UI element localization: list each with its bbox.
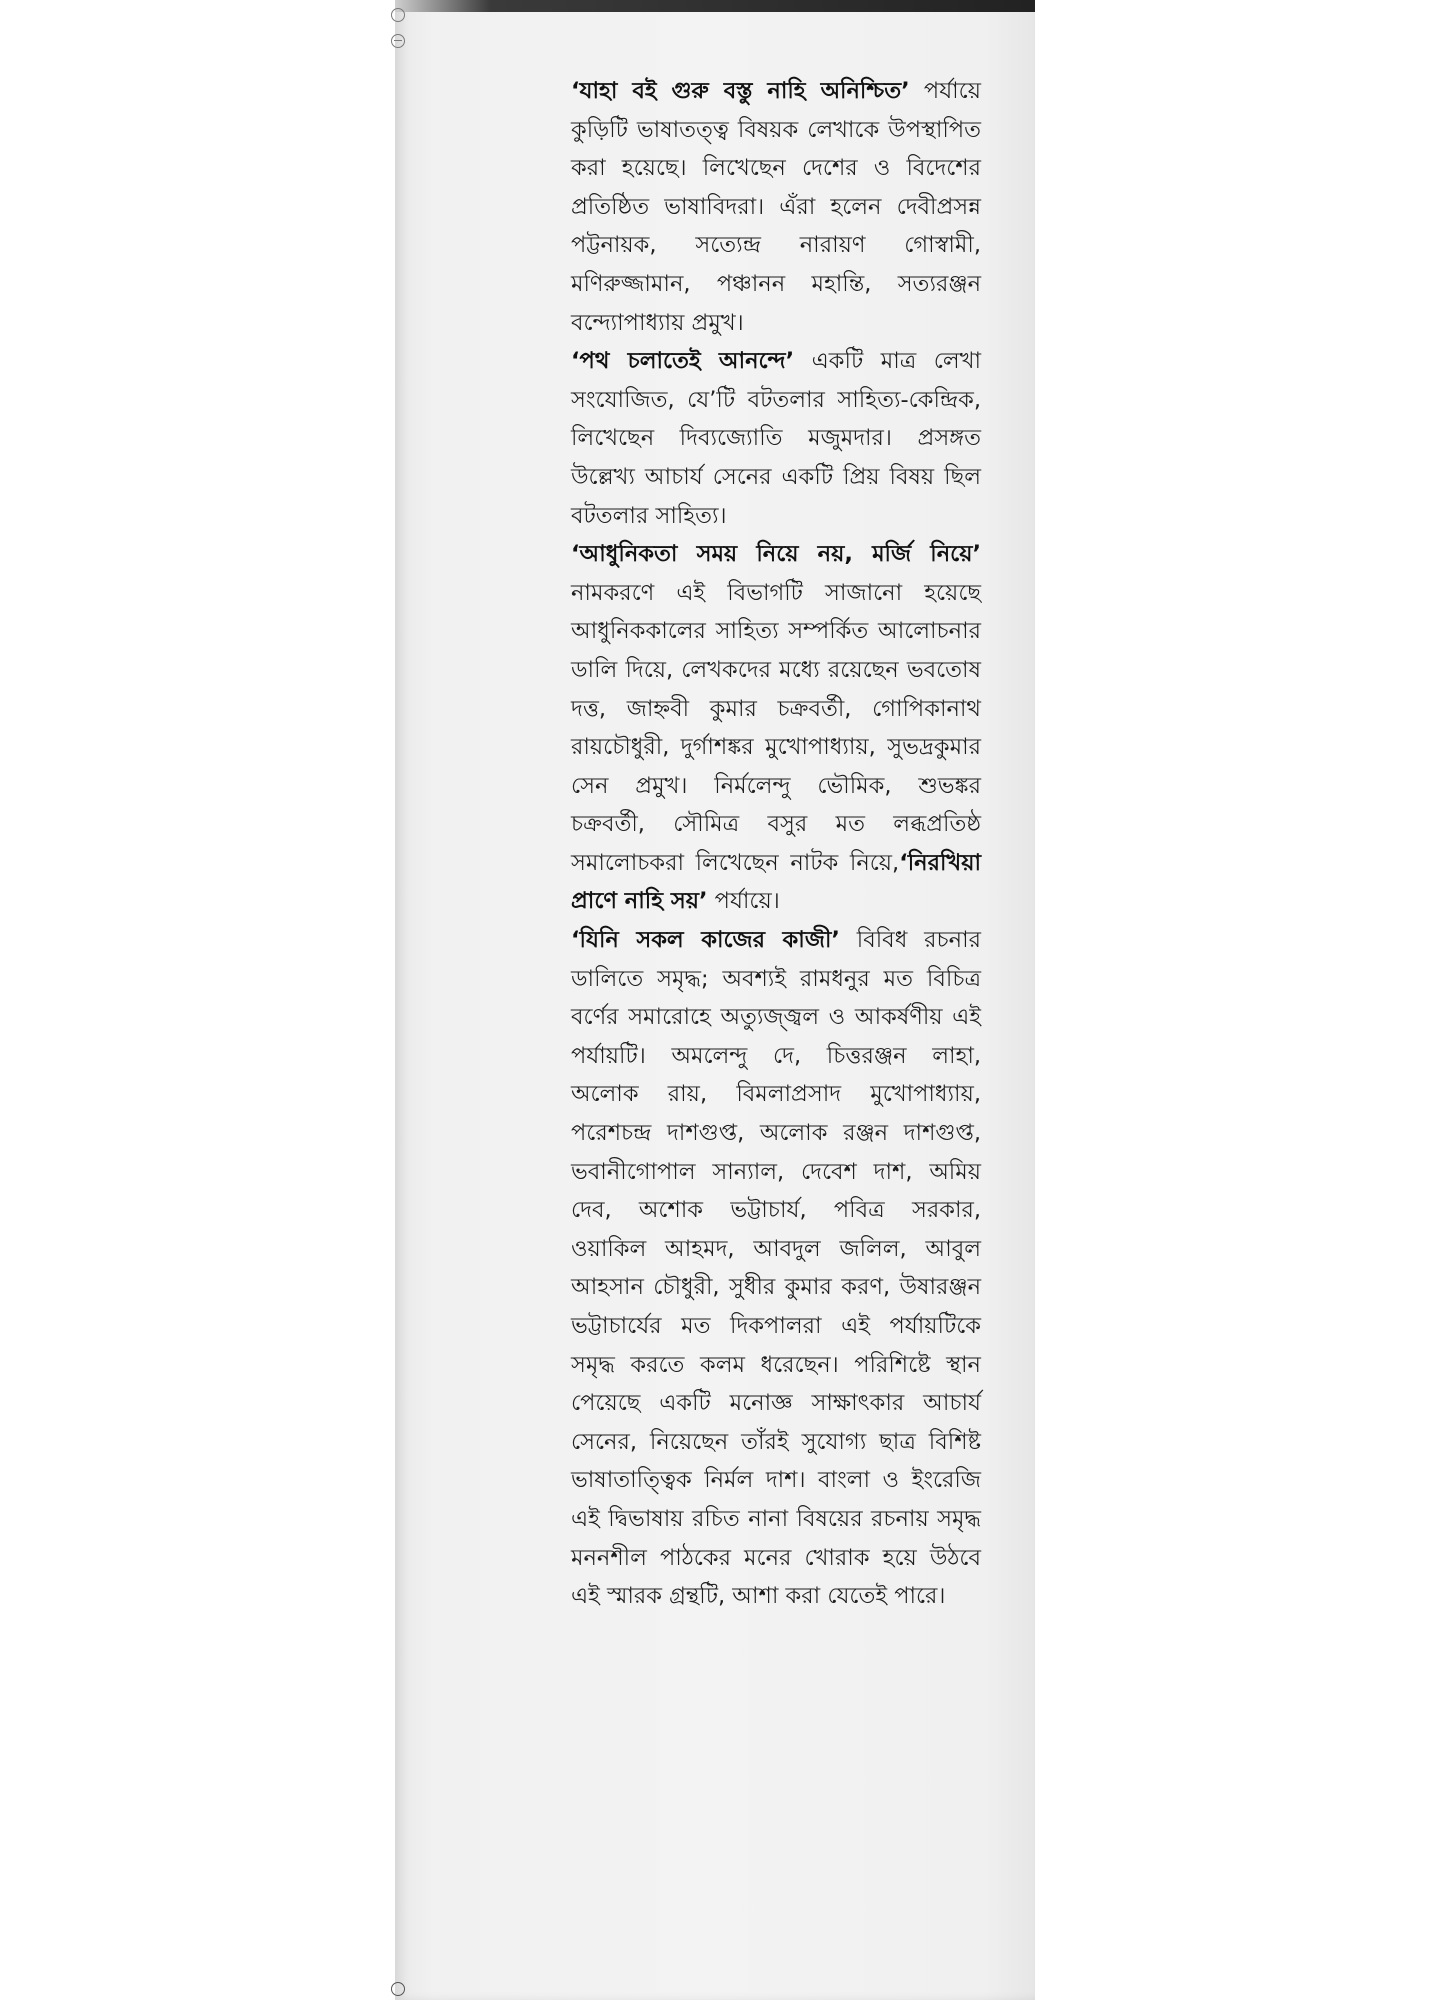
binding-hole-mark (391, 1982, 405, 1996)
binding-hole-mark (391, 34, 405, 48)
paragraph-linguistics (571, 72, 981, 342)
paragraph-body: একটি মাত্র লেখা সংযোজিত, যে’টি বটতলার সাহিত্য-কেন্দ্রিক, লিখেছেন দিব্যজ্যোতি মজুমদার। প্রসঙ্গত উল্লেখ্য আচার্য সেনের একটি প্রিয় বিষয় ছিল বটতলার সাহিত্য। (571, 348, 981, 529)
paragraph-modernity (571, 535, 981, 921)
paragraph-battala (571, 342, 981, 535)
scanned-page (395, 0, 1035, 2000)
section-heading: ‘আধুনিকতা সময় নিয়ে নয়, মর্জি নিয়ে’ (571, 541, 981, 568)
section-heading: ‘পথ চলাতেই আনন্দে’ (571, 348, 795, 375)
paragraph-miscellany (571, 921, 981, 1616)
paragraph-body: পর্যায়ে। (707, 888, 780, 915)
paragraph-body: নামকরণে এই বিভাগটি সাজানো হয়েছে আধুনিককালের সাহিত্য সম্পর্কিত আলোচনার ডালি দিয়ে, লেখকদের মধ্যে রয়েছেন ভবতোষ দত্ত, জাহ্নবী কুমার চক্রবর্তী, গোপিকানাথ রায়চৌধুরী, দুর্গাশঙ্কর মুখোপাধ্যায়, সুভদ্রকুমার সেন প্রমুখ। নির্মলেন্দু ভৌমিক, শুভঙ্কর চক্রবর্তী, সৌমিত্র বসুর মত লব্ধপ্রতিষ্ঠ সমালোচকরা লিখেছেন নাটক নিয়ে, (571, 579, 981, 876)
binding-hole-mark (391, 8, 405, 22)
paragraph-body: পর্যায়ে কুড়িটি ভাষাতত্ত্ব বিষয়ক লেখাকে উপস্থাপিত করা হয়েছে। লিখেছেন দেশের ও বিদেশের প্রতিষ্ঠিত ভাষাবিদরা। এঁরা হলেন দেবীপ্রসন্ন পট্টনায়ক, সত্যেন্দ্র নারায়ণ গোস্বামী, মণিরুজ্জামান, পঞ্চানন মহান্তি, সত্যরঞ্জন বন্দ্যোপাধ্যায় প্রমুখ। (571, 78, 981, 336)
top-edge-shadow (395, 0, 1035, 12)
paragraph-body: বিবিধ রচনার ডালিতে সমৃদ্ধ; অবশ্যই রামধনুর মত বিচিত্র বর্ণের সমারোহে অত্যুজ্জ্বল ও আকর্ষণীয় এই পর্যায়টি। অমলেন্দু দে, চিত্তরঞ্জন লাহা, অলোক রায়, বিমলাপ্রসাদ মুখোপাধ্যায়, পরেশচন্দ্র দাশগুপ্ত, অলোক রঞ্জন দাশগুপ্ত, ভবানীগোপাল সান্যাল, দেবেশ দাশ, অমিয় দেব, অশোক ভট্টাচার্য, পবিত্র সরকার, ওয়াকিল আহমদ, আবদুল জলিল, আবুল আহসান চৌধুরী, সুধীর কুমার করণ, উষারঞ্জন ভট্টাচার্যের মত দিকপালরা এই পর্যায়টিকে সমৃদ্ধ করতে কলম ধরেছেন। পরিশিষ্টে স্থান পেয়েছে একটি মনোজ্ঞ সাক্ষাৎকার আচার্য সেনের, নিয়েছেন তাঁরই সুযোগ্য ছাত্র বিশিষ্ট ভাষাতাত্ত্বিক নির্মল দাশ। বাংলা ও ইংরেজি এই দ্বিভাষায় রচিত নানা বিষয়ের রচনায় সমৃদ্ধ মননশীল পাঠকের মনের খোরাক হয়ে উঠবে এই স্মারক গ্রন্থটি, আশা করা যেতেই পারে। (571, 927, 981, 1610)
article-text (571, 72, 981, 1616)
section-heading: ‘যিনি সকল কাজের কাজী’ (571, 927, 840, 954)
section-heading: ‘যাহা বই গুরু বস্তু নাহি অনিশ্চিত’ (571, 78, 910, 104)
section-heading: ‘নিরখিয়া প্রাণে নাহি সয়’ (571, 849, 981, 915)
